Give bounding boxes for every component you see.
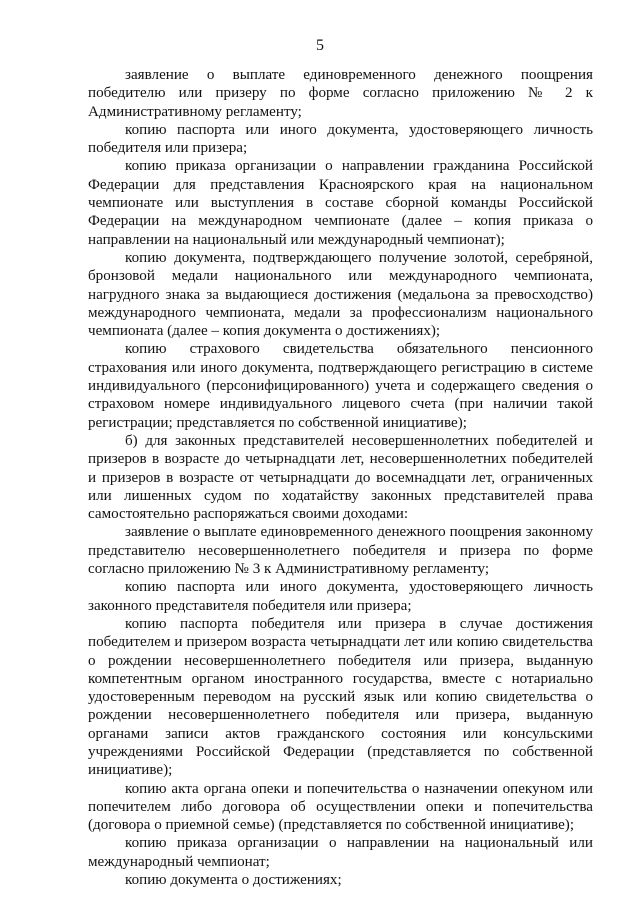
paragraph-legal-representatives: б) для законных представителей несовершеннолетних победителей и призеров в возрасте до четырнадцати лет, несовершеннолетних победителей и призеров в возрасте от четырнадцати до восемнадцати лет, ограниченных или лишенных судом по ходатайству законных представителей права самостоятельно распоряжаться своими доходами: [88, 432, 593, 523]
document-body [88, 66, 593, 889]
paragraph-passport-copy: копию паспорта или иного документа, удостоверяющего личность победителя или призера; [88, 121, 593, 157]
paragraph-achievement-document: копию документа, подтверждающего получение золотой, серебряной, бронзовой медали национального или международного чемпионата, нагрудного знака за выдающиеся достижения (медальона за превосходство) международного чемпионата, медали за профессионализм национального чемпионата (далее – копия документа о достижениях); [88, 249, 593, 340]
paragraph-application-form: заявление о выплате единовременного денежного поощрения победителю или призеру по форме согласно приложению № 2 к Административному регламенту; [88, 67, 593, 120]
paragraph-guardianship-act: копию акта органа опеки и попечительства о назначении опекуном или попечителем либо договора об осуществлении опеки и попечительства (договора о приемной семье) (представляется по собственной инициативе); [88, 780, 593, 834]
page-number: 5 [316, 37, 324, 54]
paragraph-winner-passport-or-birth-certificate: копию паспорта победителя или призера в случае достижения победителем и призером возраста четырнадцати лет или копию свидетельства о рождении несовершеннолетнего победителя или призера, выданную компетентным органом иностранного государства, вместе с нотариально удостоверенным переводом на русский язык или копию свидетельства о рождении несовершеннолетнего победителя или призера, выданную органами записи актов гражданского состояния или консульскими учреждениями Российской Федерации (представляется по собственной инициативе); [88, 615, 593, 779]
paragraph-insurance-certificate: копию страхового свидетельства обязательного пенсионного страхования или иного документа, подтверждающего регистрацию в системе индивидуального (персонифицированного) учета и содержащего сведения о страховом номере индивидуального лицевого счета (при наличии такой регистрации; представляется по собственной инициативе); [88, 341, 593, 431]
paragraph-achievement-document-representative: копию документа о достижениях; [125, 872, 342, 889]
paragraph-order-copy-representative: копию приказа организации о направлении на национальный или международный чемпионат; [88, 835, 593, 870]
paragraph-order-copy: копию приказа организации о направлении гражданина Российской Федерации для представления Красноярского края на национальном чемпионате или выступления в составе сборной команды Российской Федерации на международном чемпионате (далее – копия приказа о направлении на национальный или международный чемпионат); [88, 158, 593, 248]
paragraph-representative-application: заявление о выплате единовременного денежного поощрения законному представителю несовершеннолетнего победителя и призера по форме согласно приложению № 3 к Административному регламенту; [88, 524, 593, 578]
paragraph-representative-passport: копию паспорта или иного документа, удостоверяющего личность законного представителя победителя или призера; [88, 579, 593, 614]
